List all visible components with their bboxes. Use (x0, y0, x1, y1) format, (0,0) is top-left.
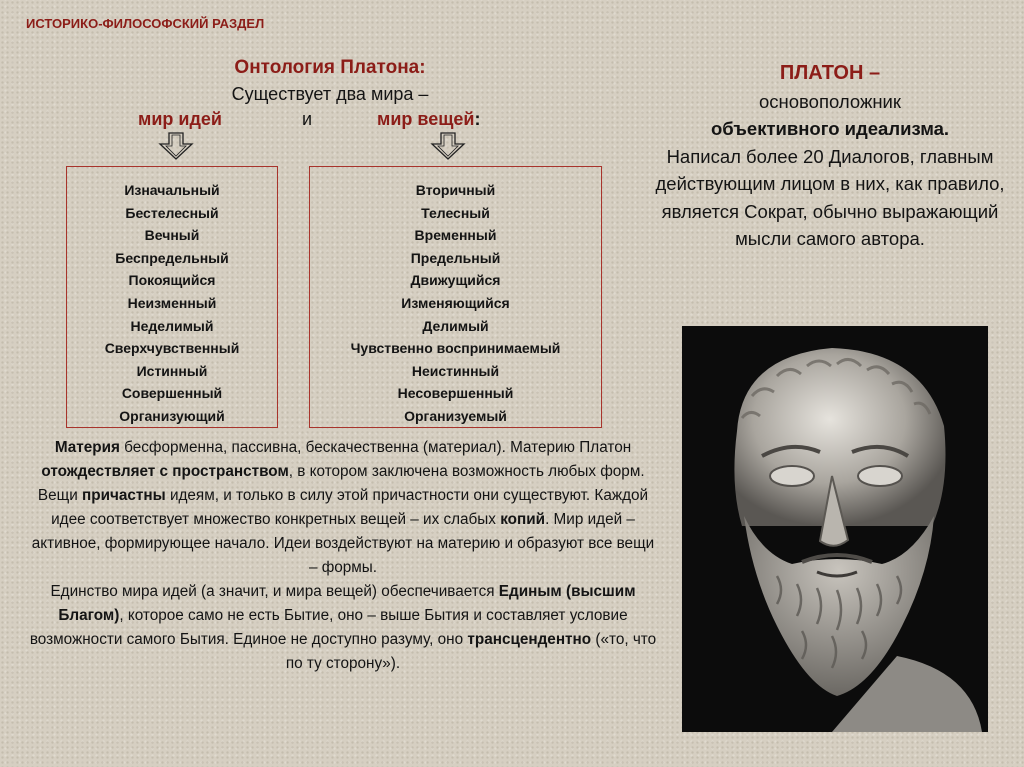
thing-attribute-item: Временный (414, 227, 497, 244)
one-text-2: , которое само не есть Бытие, оно – выше Бытия и составляет условие возможности самого Бытия. Единое не доступно разуму, оно (29, 607, 628, 648)
thing-attribute-item: Движущийся (410, 272, 501, 289)
idea-attribute-item: Неизменный (127, 294, 217, 311)
term-participate: причастны (82, 487, 166, 504)
world-of-ideas-label: мир идей (138, 109, 222, 129)
heading-colon: : (474, 109, 481, 129)
thing-attribute-item: Неистинный (411, 362, 500, 379)
term-copies: копий (500, 511, 546, 528)
one-text-1: Единство мира идей (а значит, и мира вещей) обеспечивается (50, 583, 499, 600)
section-label: ИСТОРИКО-ФИЛОСОФСКИЙ РАЗДЕЛ (26, 16, 265, 31)
one-text-3: («то, что по ту сторону»). (285, 631, 657, 672)
plato-bust-image (682, 326, 988, 732)
down-arrow-icon (428, 132, 468, 160)
term-matter: Материя (54, 439, 120, 456)
world-of-things-heading (377, 109, 480, 130)
thing-attribute-item: Организуемый (404, 407, 507, 424)
idea-attribute-item: Совершенный (121, 385, 223, 402)
one-paragraph (28, 580, 658, 676)
thing-attribute-item: Несовершенный (397, 385, 514, 402)
idea-attribute-item: Изначальный (124, 182, 220, 198)
matter-paragraph (28, 436, 658, 484)
participation-text-2: идеям, и только в силу этой причастности они существуют. Каждой идее соответствует множество конкретных вещей – их слабых (51, 487, 649, 528)
term-space: отождествляет с пространством (41, 463, 289, 480)
thing-attribute-item: Вторичный (415, 182, 496, 198)
plato-founder-line: основоположник (759, 90, 901, 112)
thing-attribute-item: Чувственно воспринимаемый (350, 340, 561, 357)
idea-attribute-item: Беспредельный (115, 249, 229, 266)
plato-description: Написал более 20 Диалогов, главным действующим лицом в них, как правило, является Сократ, обычно выражающий мысли самого автора. (655, 145, 1005, 249)
idea-attribute-item: Вечный (144, 227, 200, 244)
term-transcendent: трансцендентно (467, 631, 592, 648)
world-of-things-label: мир вещей (377, 109, 475, 129)
idea-attribute-item: Организующий (119, 407, 225, 424)
thing-attribute-item: Телесный (421, 204, 490, 221)
ontology-explanation (28, 436, 658, 676)
idea-attribute-item: Бестелесный (125, 204, 219, 221)
participation-text-1: Вещи (37, 487, 83, 504)
two-worlds-subtitle: Существует два мира – (231, 84, 429, 104)
ideas-attributes-box (66, 166, 278, 428)
plato-idealism-line: объективного идеализма. (710, 118, 950, 139)
thing-attribute-item: Изменяющийся (401, 294, 510, 311)
thing-attribute-item: Делимый (422, 317, 489, 334)
conjunction-label: и (302, 109, 313, 129)
idea-attribute-item: Неделимый (130, 317, 214, 334)
plato-info (645, 60, 1015, 253)
thing-attribute-item: Предельный (410, 249, 501, 266)
ontology-title: Онтология Платона: (234, 57, 426, 78)
down-arrow-icon (156, 132, 196, 160)
matter-text-1: бесформенна, пассивна, бескачественна (материал). Материю Платон (119, 439, 632, 456)
plato-bust-illustration (682, 326, 988, 732)
term-the-one: Единым (высшим Благом) (58, 583, 636, 624)
participation-paragraph (28, 484, 658, 580)
participation-text-3: . Мир идей – активное, формирующее начало. Идеи воздействуют на материю и образуют все вещи – формы. (31, 511, 655, 576)
things-attributes-box (309, 166, 602, 428)
plato-title: ПЛАТОН – (779, 62, 881, 84)
idea-attribute-item: Сверхчувственный (104, 340, 240, 357)
idea-attribute-item: Покоящийся (128, 272, 216, 289)
idea-attribute-item: Истинный (136, 362, 208, 379)
matter-text-2: , в котором заключена возможность любых форм. (288, 463, 645, 480)
